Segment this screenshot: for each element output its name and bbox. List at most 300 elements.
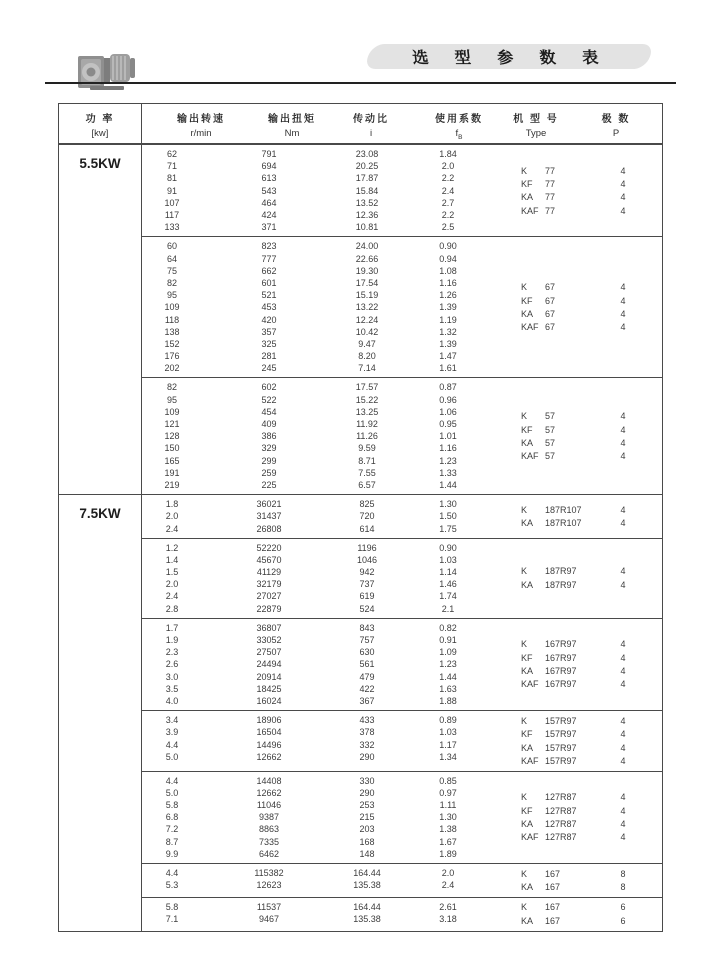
type-size: 127R87 xyxy=(545,792,577,803)
col-header-torque: 输出扭矩 Nm xyxy=(268,114,316,139)
speed-value: 3.0 xyxy=(165,671,179,682)
factor-value: 1.03 xyxy=(439,554,457,565)
factor-value: 1.30 xyxy=(439,499,457,510)
ratio-value: 843 xyxy=(359,622,375,633)
ratio-value: 20.25 xyxy=(355,161,379,172)
ratio-value: 12.36 xyxy=(355,210,379,221)
type-row xyxy=(498,191,662,204)
table-row xyxy=(142,362,498,374)
table-row xyxy=(142,726,498,738)
type-prefix: KA xyxy=(521,666,534,677)
type-prefix: KA xyxy=(521,518,534,529)
type-row xyxy=(498,294,662,307)
type-size: 167 xyxy=(545,868,561,879)
poles-value: 8 xyxy=(620,868,626,879)
torque-value: 26808 xyxy=(256,523,282,534)
speed-value: 109 xyxy=(164,406,180,417)
table-row xyxy=(142,603,498,615)
type-row xyxy=(498,565,662,578)
speed-value: 5.3 xyxy=(165,880,179,891)
value-rows xyxy=(142,498,498,535)
speed-value: 2.8 xyxy=(165,603,179,614)
factor-value: 1.03 xyxy=(439,727,457,738)
ratio-value: 332 xyxy=(359,739,375,750)
type-size: 157R97 xyxy=(545,742,577,753)
col-header-speed: 输出转速 r/min xyxy=(177,114,225,139)
type-size: 77 xyxy=(545,192,556,203)
factor-value: 2.4 xyxy=(441,185,455,196)
type-list xyxy=(498,775,662,860)
speed-value: 4.4 xyxy=(165,775,179,786)
speed-value: 133 xyxy=(164,222,180,233)
torque-value: 325 xyxy=(261,338,277,349)
poles-value: 4 xyxy=(620,755,626,766)
torque-value: 9387 xyxy=(258,812,280,823)
speed-value: 1.5 xyxy=(165,567,179,578)
table-row xyxy=(142,430,498,442)
type-row xyxy=(498,177,662,190)
ratio-value: 9.47 xyxy=(358,338,376,349)
type-prefix: KAF xyxy=(521,755,539,766)
value-rows xyxy=(142,542,498,615)
ratio-value: 378 xyxy=(359,727,375,738)
speed-value: 91 xyxy=(166,185,177,196)
type-size: 187R107 xyxy=(545,504,582,515)
speed-value: 60 xyxy=(166,241,177,252)
factor-value: 1.46 xyxy=(439,579,457,590)
factor-value: 0.89 xyxy=(439,715,457,726)
type-prefix: KAF xyxy=(521,205,539,216)
speed-value: 5.8 xyxy=(165,901,179,912)
table-row xyxy=(142,738,498,750)
type-row xyxy=(498,409,662,422)
speed-value: 9.9 xyxy=(165,848,179,859)
type-row xyxy=(498,727,662,740)
table-row xyxy=(142,197,498,209)
factor-value: 1.06 xyxy=(439,406,457,417)
type-row xyxy=(498,817,662,830)
ratio-value: 8.20 xyxy=(358,351,376,362)
table-row xyxy=(142,289,498,301)
torque-value: 245 xyxy=(261,363,277,374)
factor-value: 1.44 xyxy=(439,671,457,682)
ratio-value: 253 xyxy=(359,800,375,811)
torque-value: 225 xyxy=(261,479,277,490)
speed-value: 4.0 xyxy=(165,695,179,706)
type-size: 127R87 xyxy=(545,832,577,843)
factor-value: 2.4 xyxy=(441,880,455,891)
table-row xyxy=(142,265,498,277)
factor-value: 1.50 xyxy=(439,511,457,522)
poles-value: 4 xyxy=(620,192,626,203)
factor-value: 1.67 xyxy=(439,836,457,847)
torque-value: 8863 xyxy=(258,824,280,835)
torque-value: 36021 xyxy=(256,499,282,510)
table-row xyxy=(142,209,498,221)
torque-value: 6462 xyxy=(258,848,280,859)
speed-value: 2.4 xyxy=(165,523,179,534)
ratio-value: 367 xyxy=(359,695,375,706)
table-row xyxy=(142,498,498,510)
type-prefix: KA xyxy=(521,742,534,753)
type-prefix: K xyxy=(521,792,528,803)
table-row xyxy=(142,566,498,578)
torque-value: 662 xyxy=(261,265,277,276)
speed-value: 4.4 xyxy=(165,739,179,750)
torque-value: 11537 xyxy=(256,901,282,912)
type-row xyxy=(498,914,662,927)
type-prefix: KF xyxy=(521,652,533,663)
speed-value: 1.9 xyxy=(165,635,179,646)
factor-value: 1.26 xyxy=(439,290,457,301)
table-row xyxy=(142,799,498,811)
ratio-value: 7.55 xyxy=(358,467,376,478)
data-block xyxy=(142,618,662,710)
factor-value: 1.38 xyxy=(439,824,457,835)
torque-value: 522 xyxy=(261,394,277,405)
torque-value: 386 xyxy=(261,431,277,442)
gearmotor-image xyxy=(76,40,138,96)
factor-value: 0.82 xyxy=(439,622,457,633)
poles-value: 6 xyxy=(620,902,626,913)
table-row xyxy=(142,658,498,670)
power-label: 5.5KW xyxy=(59,145,142,494)
ratio-value: 561 xyxy=(359,659,375,670)
type-size: 157R97 xyxy=(545,755,577,766)
type-size: 127R87 xyxy=(545,818,577,829)
torque-value: 115382 xyxy=(254,868,284,879)
speed-value: 8.7 xyxy=(165,836,179,847)
factor-value: 1.75 xyxy=(439,523,457,534)
torque-value: 33052 xyxy=(256,635,282,646)
type-row xyxy=(498,164,662,177)
type-size: 167R97 xyxy=(545,639,577,650)
poles-value: 4 xyxy=(620,579,626,590)
poles-value: 4 xyxy=(620,295,626,306)
factor-value: 1.32 xyxy=(439,326,457,337)
torque-value: 18425 xyxy=(256,683,282,694)
ratio-value: 17.57 xyxy=(355,382,379,393)
ratio-value: 164.44 xyxy=(353,868,381,879)
type-size: 167 xyxy=(545,915,561,926)
torque-value: 36807 xyxy=(256,622,282,633)
type-prefix: KA xyxy=(521,192,534,203)
table-row xyxy=(142,522,498,534)
type-prefix: KF xyxy=(521,805,533,816)
type-size: 57 xyxy=(545,424,556,435)
type-prefix: KF xyxy=(521,424,533,435)
poles-value: 4 xyxy=(620,282,626,293)
speed-value: 3.4 xyxy=(165,715,179,726)
speed-value: 64 xyxy=(166,253,177,264)
type-list xyxy=(498,542,662,615)
ratio-value: 1196 xyxy=(357,542,377,553)
factor-value: 2.0 xyxy=(441,161,455,172)
type-prefix: KA xyxy=(521,818,534,829)
speed-value: 75 xyxy=(166,265,177,276)
ratio-value: 290 xyxy=(359,787,375,798)
torque-value: 31437 xyxy=(256,511,282,522)
ratio-value: 168 xyxy=(359,836,375,847)
factor-value: 2.2 xyxy=(441,173,455,184)
speed-value: 82 xyxy=(166,382,177,393)
type-prefix: KF xyxy=(521,295,533,306)
type-size: 167 xyxy=(545,902,561,913)
type-prefix: K xyxy=(521,566,528,577)
torque-value: 454 xyxy=(261,406,277,417)
table-row xyxy=(142,406,498,418)
type-size: 127R87 xyxy=(545,805,577,816)
ratio-value: 8.71 xyxy=(358,455,376,466)
table-row xyxy=(142,775,498,787)
poles-value: 4 xyxy=(620,832,626,843)
ratio-value: 422 xyxy=(359,683,375,694)
torque-value: 27027 xyxy=(256,591,282,602)
type-row xyxy=(498,664,662,677)
type-row xyxy=(498,741,662,754)
type-prefix: KA xyxy=(521,579,534,590)
type-prefix: KAF xyxy=(521,679,539,690)
poles-value: 4 xyxy=(620,322,626,333)
speed-value: 2.3 xyxy=(165,647,179,658)
value-rows xyxy=(142,148,498,233)
factor-value: 0.95 xyxy=(439,419,457,430)
torque-value: 7335 xyxy=(258,836,280,847)
table-row xyxy=(142,646,498,658)
poles-value: 4 xyxy=(620,666,626,677)
table-row xyxy=(142,277,498,289)
ratio-value: 215 xyxy=(359,812,375,823)
type-row xyxy=(498,714,662,727)
factor-value: 1.01 xyxy=(439,431,457,442)
data-block xyxy=(142,236,662,377)
poles-value: 4 xyxy=(620,742,626,753)
ratio-value: 23.08 xyxy=(355,149,379,160)
speed-value: 2.4 xyxy=(165,591,179,602)
type-row xyxy=(498,307,662,320)
torque-value: 20914 xyxy=(256,671,282,682)
speed-value: 5.0 xyxy=(165,751,179,762)
table-row xyxy=(142,381,498,393)
torque-value: 453 xyxy=(261,302,277,313)
ratio-value: 942 xyxy=(359,567,375,578)
type-size: 77 xyxy=(545,205,556,216)
data-block xyxy=(142,495,662,538)
table-row xyxy=(142,554,498,566)
table-row xyxy=(142,671,498,683)
ratio-value: 11.92 xyxy=(356,419,378,430)
ratio-value: 619 xyxy=(359,591,375,602)
ratio-value: 6.57 xyxy=(358,479,376,490)
factor-value: 0.85 xyxy=(439,775,457,786)
ratio-value: 17.54 xyxy=(355,277,379,288)
col-header-poles: 极 数 P xyxy=(601,114,631,139)
factor-value: 0.91 xyxy=(439,635,457,646)
ratio-value: 825 xyxy=(359,499,375,510)
ratio-value: 22.66 xyxy=(355,253,379,264)
type-size: 167 xyxy=(545,882,561,893)
speed-value: 4.4 xyxy=(165,868,179,879)
table-row xyxy=(142,479,498,491)
value-rows xyxy=(142,622,498,707)
speed-value: 62 xyxy=(166,149,177,160)
type-list xyxy=(498,867,662,894)
speed-value: 138 xyxy=(164,326,180,337)
type-list xyxy=(498,148,662,233)
ratio-value: 15.19 xyxy=(355,290,379,301)
table-row xyxy=(142,301,498,313)
torque-value: 424 xyxy=(261,210,277,221)
ratio-value: 164.44 xyxy=(353,901,381,912)
poles-value: 4 xyxy=(620,792,626,803)
speed-value: 128 xyxy=(164,431,180,442)
speed-value: 118 xyxy=(164,314,180,325)
type-size: 77 xyxy=(545,178,556,189)
speed-value: 95 xyxy=(166,394,177,405)
table-row xyxy=(142,879,498,891)
table-row xyxy=(142,751,498,763)
table-row xyxy=(142,913,498,925)
torque-value: 357 xyxy=(261,326,277,337)
block-list xyxy=(142,495,662,930)
speed-value: 5.0 xyxy=(165,787,179,798)
table-row xyxy=(142,848,498,860)
ratio-value: 10.42 xyxy=(355,326,379,337)
speed-value: 2.0 xyxy=(165,511,179,522)
type-prefix: K xyxy=(521,165,528,176)
factor-value: 2.5 xyxy=(441,222,455,233)
ratio-value: 479 xyxy=(359,671,375,682)
speed-value: 3.5 xyxy=(165,683,179,694)
torque-value: 791 xyxy=(261,149,277,160)
type-size: 67 xyxy=(545,295,556,306)
speed-value: 1.8 xyxy=(165,499,179,510)
ratio-value: 13.22 xyxy=(355,302,379,313)
type-row xyxy=(498,791,662,804)
torque-value: 464 xyxy=(261,197,277,208)
type-size: 167R97 xyxy=(545,652,577,663)
factor-value: 1.63 xyxy=(439,683,457,694)
torque-value: 9467 xyxy=(258,914,280,924)
torque-value: 52220 xyxy=(256,542,282,553)
table-row xyxy=(142,148,498,160)
data-block xyxy=(142,863,662,897)
type-size: 57 xyxy=(545,437,556,448)
table-body xyxy=(59,145,662,931)
power-header-cn: 功 率 xyxy=(85,114,115,125)
speed-value: 219 xyxy=(164,479,180,490)
table-row xyxy=(142,714,498,726)
power-header-unit: [kw] xyxy=(91,128,109,139)
block-list xyxy=(142,145,662,494)
torque-value: 299 xyxy=(261,455,277,466)
type-list xyxy=(498,622,662,707)
type-prefix: K xyxy=(521,715,528,726)
ratio-value: 330 xyxy=(359,775,375,786)
torque-value: 420 xyxy=(261,314,277,325)
torque-value: 823 xyxy=(261,241,277,252)
type-row xyxy=(498,516,662,529)
factor-value: 1.23 xyxy=(439,455,457,466)
speed-value: 165 xyxy=(164,455,180,466)
type-row xyxy=(498,503,662,516)
speed-value: 7.1 xyxy=(165,914,179,924)
table-row xyxy=(142,695,498,707)
factor-value: 1.09 xyxy=(439,647,457,658)
type-list xyxy=(498,381,662,491)
ratio-value: 10.81 xyxy=(355,222,379,233)
type-row xyxy=(498,204,662,217)
speed-value: 82 xyxy=(166,277,177,288)
speed-value: 2.6 xyxy=(165,659,179,670)
speed-value: 117 xyxy=(164,210,180,221)
value-rows xyxy=(142,775,498,860)
type-row xyxy=(498,423,662,436)
factor-value: 0.96 xyxy=(439,394,457,405)
ratio-value: 24.00 xyxy=(355,241,379,252)
type-list xyxy=(498,714,662,768)
torque-value: 694 xyxy=(261,161,277,172)
type-size: 67 xyxy=(545,282,556,293)
factor-value: 2.2 xyxy=(441,210,455,221)
poles-value: 4 xyxy=(620,165,626,176)
ratio-value: 290 xyxy=(359,751,375,762)
table-row xyxy=(142,418,498,430)
table-row xyxy=(142,253,498,265)
torque-value: 12623 xyxy=(256,880,282,891)
factor-value: 1.30 xyxy=(439,812,457,823)
type-prefix: K xyxy=(521,411,528,422)
factor-value: 1.14 xyxy=(439,567,457,578)
type-prefix: KF xyxy=(521,178,533,189)
poles-value: 4 xyxy=(620,178,626,189)
table-row xyxy=(142,823,498,835)
type-row xyxy=(498,678,662,691)
table-row xyxy=(142,578,498,590)
table-row xyxy=(142,455,498,467)
table-row xyxy=(142,338,498,350)
type-prefix: KAF xyxy=(521,322,539,333)
col-header-ratio: 传动比 i xyxy=(353,114,389,139)
ratio-value: 148 xyxy=(359,848,375,859)
ratio-value: 433 xyxy=(359,715,375,726)
power-label: 7.5KW xyxy=(59,495,142,930)
speed-value: 1.4 xyxy=(165,554,179,565)
poles-value: 4 xyxy=(620,424,626,435)
type-prefix: KAF xyxy=(521,451,539,462)
type-row xyxy=(498,867,662,880)
table-row xyxy=(142,836,498,848)
factor-value: 1.61 xyxy=(439,363,457,374)
speed-value: 2.0 xyxy=(165,579,179,590)
factor-value: 3.18 xyxy=(439,914,457,924)
table-row xyxy=(142,467,498,479)
poles-value: 4 xyxy=(620,652,626,663)
type-size: 187R97 xyxy=(545,579,577,590)
torque-value: 329 xyxy=(261,443,277,454)
ratio-value: 630 xyxy=(359,647,375,658)
table-row xyxy=(142,867,498,879)
torque-value: 27507 xyxy=(256,647,282,658)
value-rows xyxy=(142,381,498,491)
ratio-value: 720 xyxy=(359,511,375,522)
speed-value: 109 xyxy=(164,302,180,313)
value-rows xyxy=(142,867,498,894)
poles-value: 4 xyxy=(620,504,626,515)
factor-value: 1.44 xyxy=(439,479,457,490)
type-row xyxy=(498,578,662,591)
speed-value: 7.2 xyxy=(165,824,179,835)
